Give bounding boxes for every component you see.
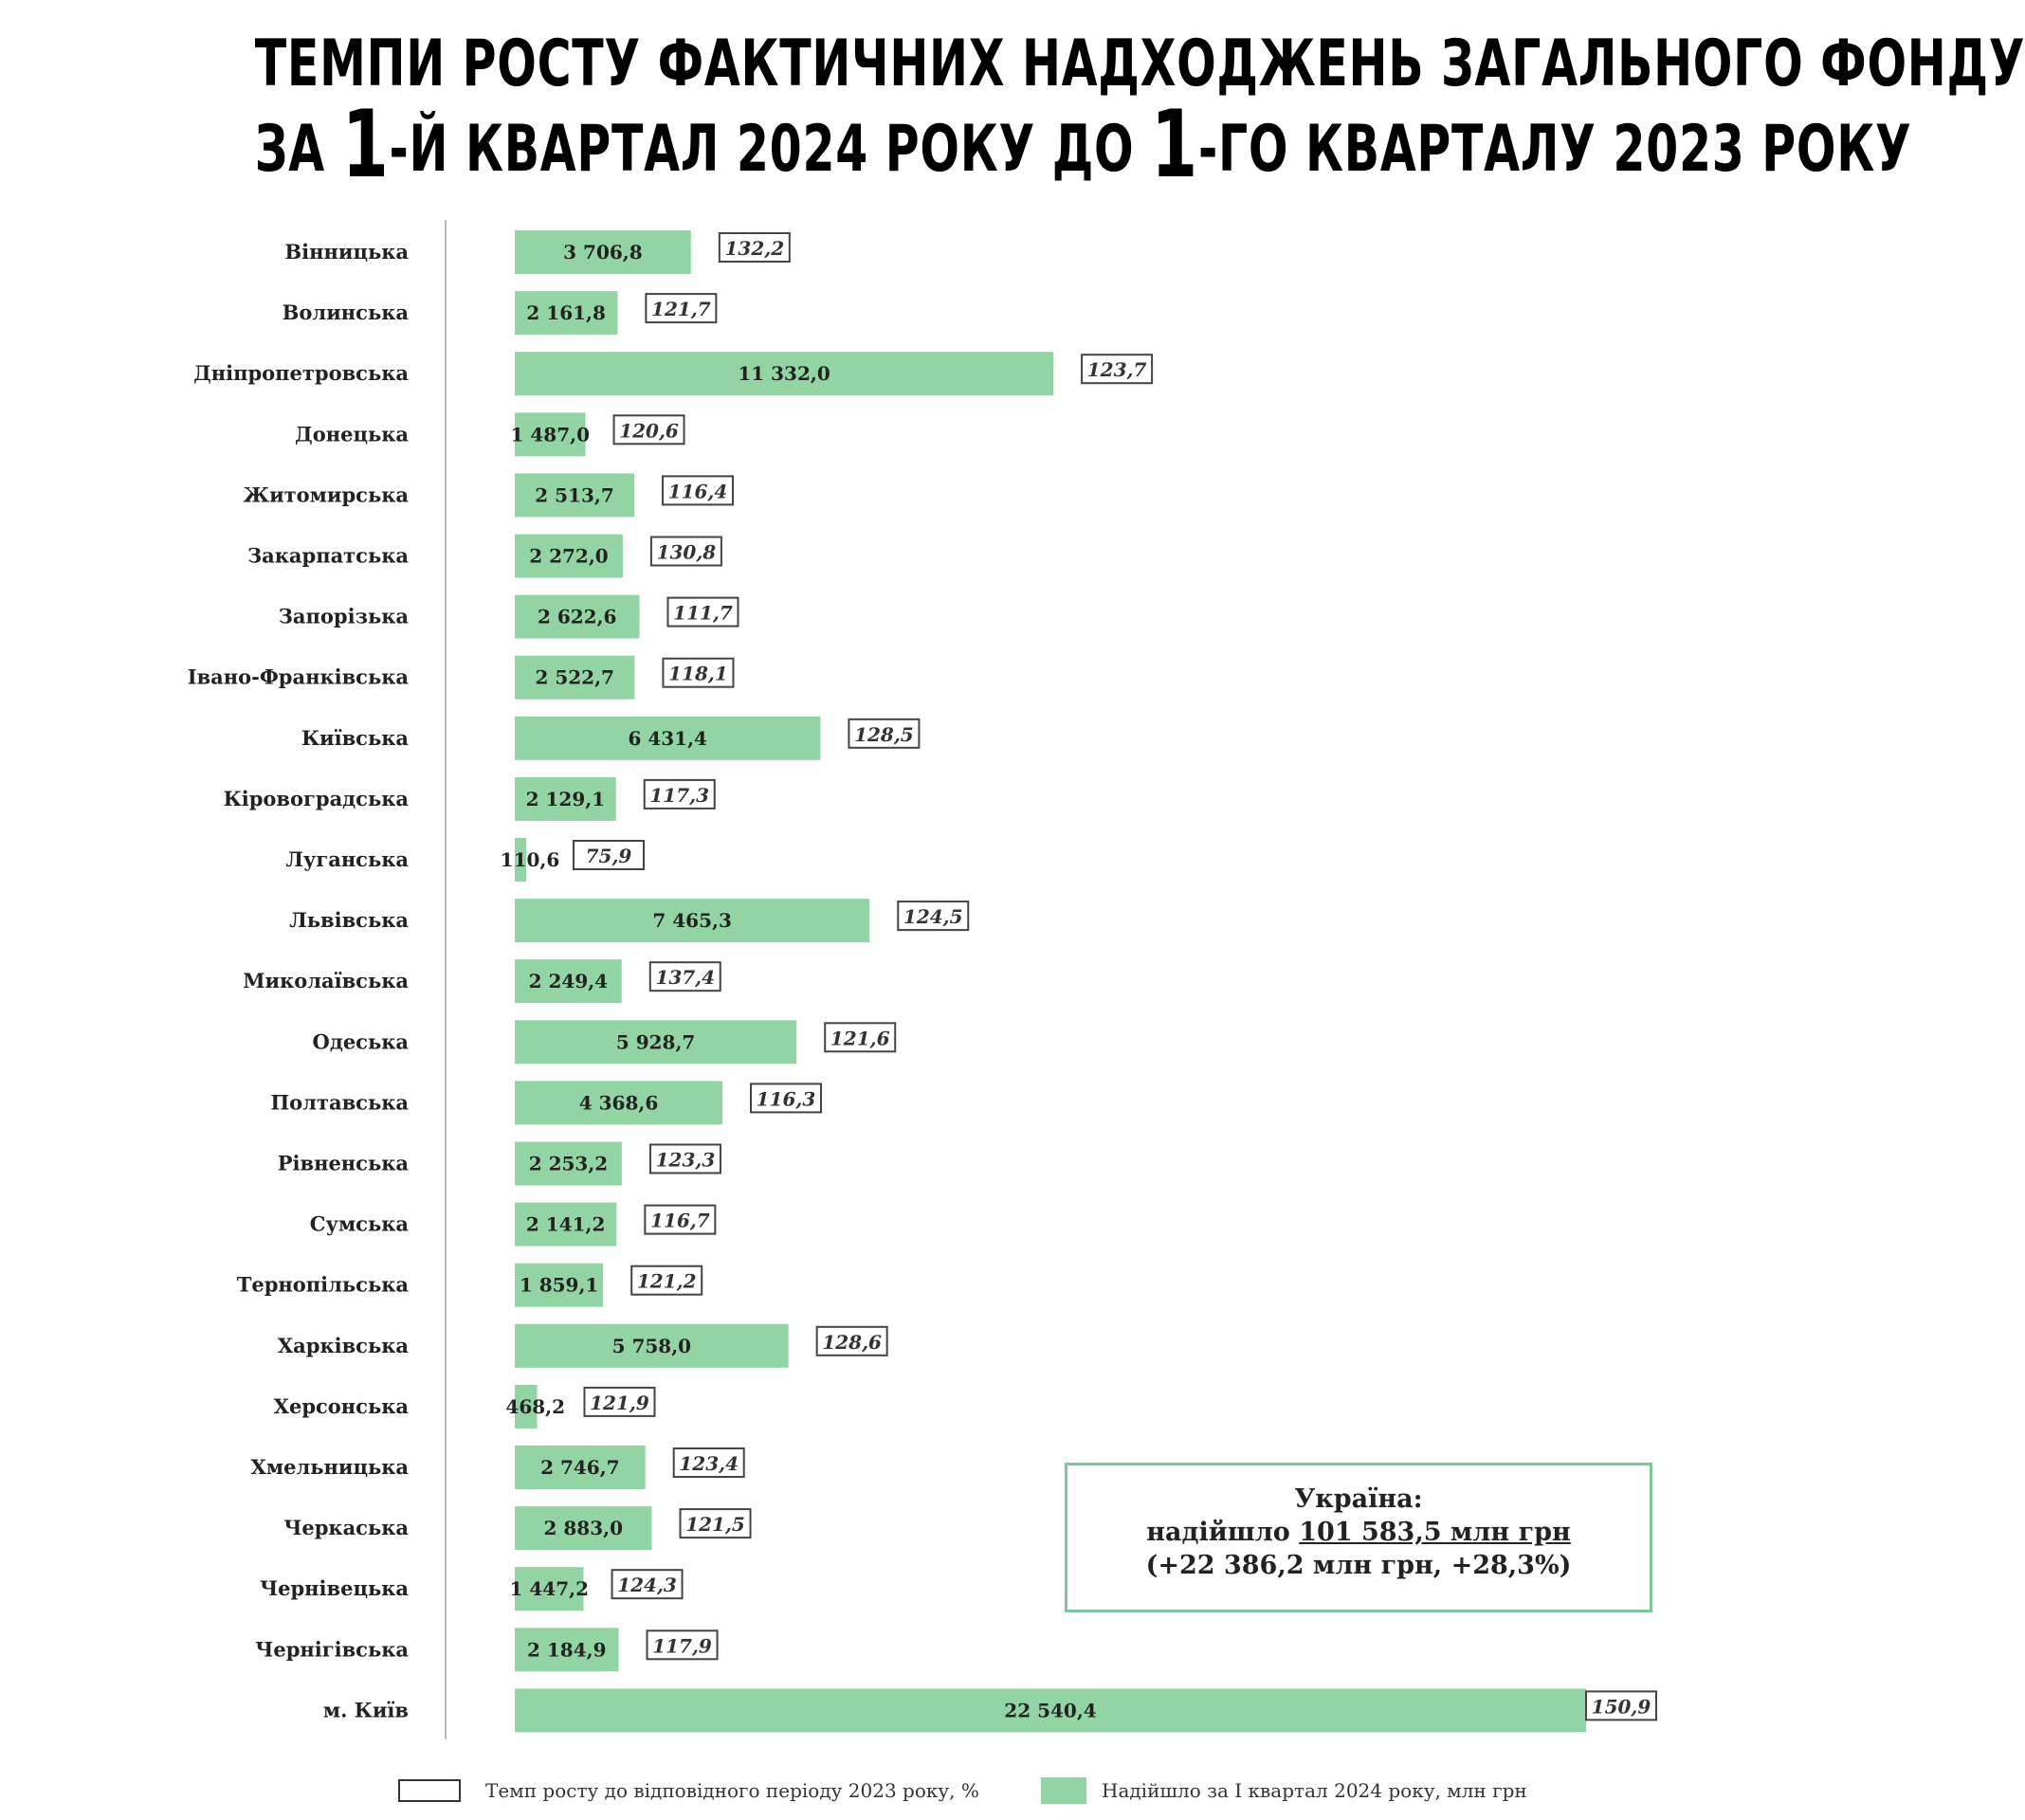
rate-value-label: 120,6 bbox=[619, 419, 679, 443]
rate-value-label: 117,9 bbox=[652, 1634, 712, 1658]
bar-value-label: 2 161,8 bbox=[526, 301, 606, 325]
legend-label-rate: Темп росту до відповідного періоду 2023 року, % bbox=[485, 1779, 979, 1802]
bar-value-label: 2 272,0 bbox=[529, 544, 609, 568]
bar-value-label: 468,2 bbox=[505, 1394, 566, 1418]
category-label: Кіровоградська bbox=[223, 786, 409, 810]
bar-value-label: 1 447,2 bbox=[509, 1577, 590, 1601]
bar-value-label: 2 141,2 bbox=[525, 1212, 606, 1236]
rate-value-label: 117,3 bbox=[649, 783, 710, 807]
category-label: Львівська bbox=[289, 908, 409, 933]
bar-value-label: 110,6 bbox=[500, 848, 560, 871]
legend-item-rate bbox=[398, 1776, 979, 1805]
category-label: Миколаївська bbox=[243, 969, 409, 993]
category-label: Херсонська bbox=[273, 1393, 409, 1418]
bar-value-label: 22 540,4 bbox=[1004, 1699, 1097, 1722]
summary-total bbox=[1067, 1516, 1650, 1549]
category-label: Донецька bbox=[295, 422, 409, 446]
legend-swatch-fill bbox=[1041, 1777, 1086, 1804]
category-label: Луганська bbox=[285, 847, 409, 871]
rate-value-label: 116,4 bbox=[667, 480, 728, 503]
category-label: Дніпропетровська bbox=[193, 361, 409, 386]
category-label: Чернівецька bbox=[259, 1576, 409, 1601]
bar-value-label: 2 883,0 bbox=[543, 1517, 624, 1540]
category-label: Тернопільська bbox=[236, 1272, 409, 1297]
bar-value-label: 2 253,2 bbox=[528, 1152, 609, 1175]
summary-change: (+22 386,2 млн грн, +28,3%) bbox=[1145, 1551, 1572, 1580]
category-label: Сумська bbox=[309, 1211, 409, 1236]
chart-title-line1: ТЕМПИ РОСТУ ФАКТИЧНИХ НАДХОДЖЕНЬ ЗАГАЛЬНОГО ФОНДУ bbox=[254, 27, 2025, 101]
bar-value-label: 7 465,3 bbox=[652, 909, 732, 933]
bar-value-label: 4 368,6 bbox=[578, 1091, 659, 1115]
category-label: Одеська bbox=[312, 1029, 409, 1054]
bar-value-label: 2 184,9 bbox=[527, 1638, 607, 1662]
category-label: Хмельницька bbox=[250, 1455, 409, 1479]
legend-item-income bbox=[1041, 1776, 1527, 1805]
legend-label-income: Надійшло за I квартал 2024 року, млн грн bbox=[1102, 1779, 1527, 1802]
legend-swatch-outline bbox=[398, 1779, 461, 1802]
category-label: м. Київ bbox=[322, 1698, 409, 1722]
bar-value-label: 6 431,4 bbox=[628, 726, 707, 750]
rate-value-label: 137,4 bbox=[655, 966, 716, 990]
bar-value-label: 5 928,7 bbox=[615, 1030, 696, 1054]
category-label: Полтавська bbox=[270, 1090, 409, 1115]
bar-value-label: 5 758,0 bbox=[611, 1334, 692, 1357]
category-label: Київська bbox=[301, 725, 409, 750]
bar-value-label: 11 332,0 bbox=[738, 362, 830, 386]
category-label: Івано-Франківська bbox=[187, 664, 409, 689]
ukraine-summary-box bbox=[1065, 1463, 1652, 1612]
rate-value-label: 118,1 bbox=[668, 662, 728, 685]
bar-value-label: 2 513,7 bbox=[535, 483, 614, 507]
summary-total-value: 101 583,5 млн грн bbox=[1299, 1518, 1571, 1547]
category-label: Житомирська bbox=[243, 482, 409, 507]
rate-value-label: 128,6 bbox=[822, 1330, 882, 1354]
rate-value-label: 116,3 bbox=[756, 1087, 816, 1111]
bar-value-label: 2 129,1 bbox=[525, 787, 606, 810]
bar-value-label: 1 859,1 bbox=[519, 1273, 599, 1297]
title-quarter-number: 1 bbox=[341, 91, 390, 199]
category-label: Запорізька bbox=[278, 604, 409, 628]
rate-value-label: 116,7 bbox=[650, 1209, 710, 1232]
rate-value-label: 124,5 bbox=[903, 905, 963, 929]
bar-value-label: 1 487,0 bbox=[510, 423, 591, 446]
bar-value-label: 3 706,8 bbox=[563, 241, 643, 264]
category-label: Закарпатська bbox=[246, 543, 409, 568]
bar-value-label: 2 249,4 bbox=[528, 970, 609, 993]
rate-value-label: 75,9 bbox=[585, 845, 632, 867]
rate-value-label: 124,3 bbox=[617, 1574, 677, 1597]
bar-value-label: 2 622,6 bbox=[537, 605, 617, 628]
rate-value-label: 121,7 bbox=[651, 298, 711, 321]
summary-total-prefix: надійшло bbox=[1146, 1518, 1300, 1547]
rate-value-label: 123,7 bbox=[1086, 358, 1147, 382]
rate-value-label: 132,2 bbox=[724, 237, 785, 260]
category-label: Волинська bbox=[282, 300, 409, 325]
rate-value-label: 121,2 bbox=[636, 1269, 697, 1293]
bar-value-label: 2 522,7 bbox=[535, 665, 614, 689]
bar-value-label: 2 746,7 bbox=[540, 1456, 620, 1479]
title-part: ЗА bbox=[254, 112, 342, 187]
rate-value-label: 121,5 bbox=[685, 1513, 745, 1537]
category-label: Чернігівська bbox=[255, 1637, 409, 1662]
rate-value-label: 123,4 bbox=[679, 1452, 739, 1475]
category-label: Рівненська bbox=[277, 1151, 409, 1175]
rate-value-label: 128,5 bbox=[854, 722, 914, 746]
title-part: -Й КВАРТАЛ 2024 РОКУ ДО bbox=[389, 112, 1152, 187]
category-label: Вінницька bbox=[284, 240, 409, 264]
rate-value-label: 123,3 bbox=[655, 1148, 716, 1172]
category-label: Черкаська bbox=[283, 1516, 409, 1540]
title-quarter-number: 1 bbox=[1151, 91, 1198, 199]
title-part: -ГО КВАРТАЛУ 2023 РОКУ bbox=[1197, 112, 1912, 187]
rate-value-label: 121,6 bbox=[830, 1027, 890, 1050]
rate-value-label: 150,9 bbox=[1591, 1695, 1651, 1719]
rate-value-label: 111,7 bbox=[673, 601, 733, 625]
summary-title: Україна: bbox=[1294, 1484, 1423, 1514]
rate-value-label: 130,8 bbox=[656, 540, 717, 564]
category-label: Харківська bbox=[277, 1333, 409, 1357]
rate-value-label: 121,9 bbox=[590, 1391, 649, 1414]
